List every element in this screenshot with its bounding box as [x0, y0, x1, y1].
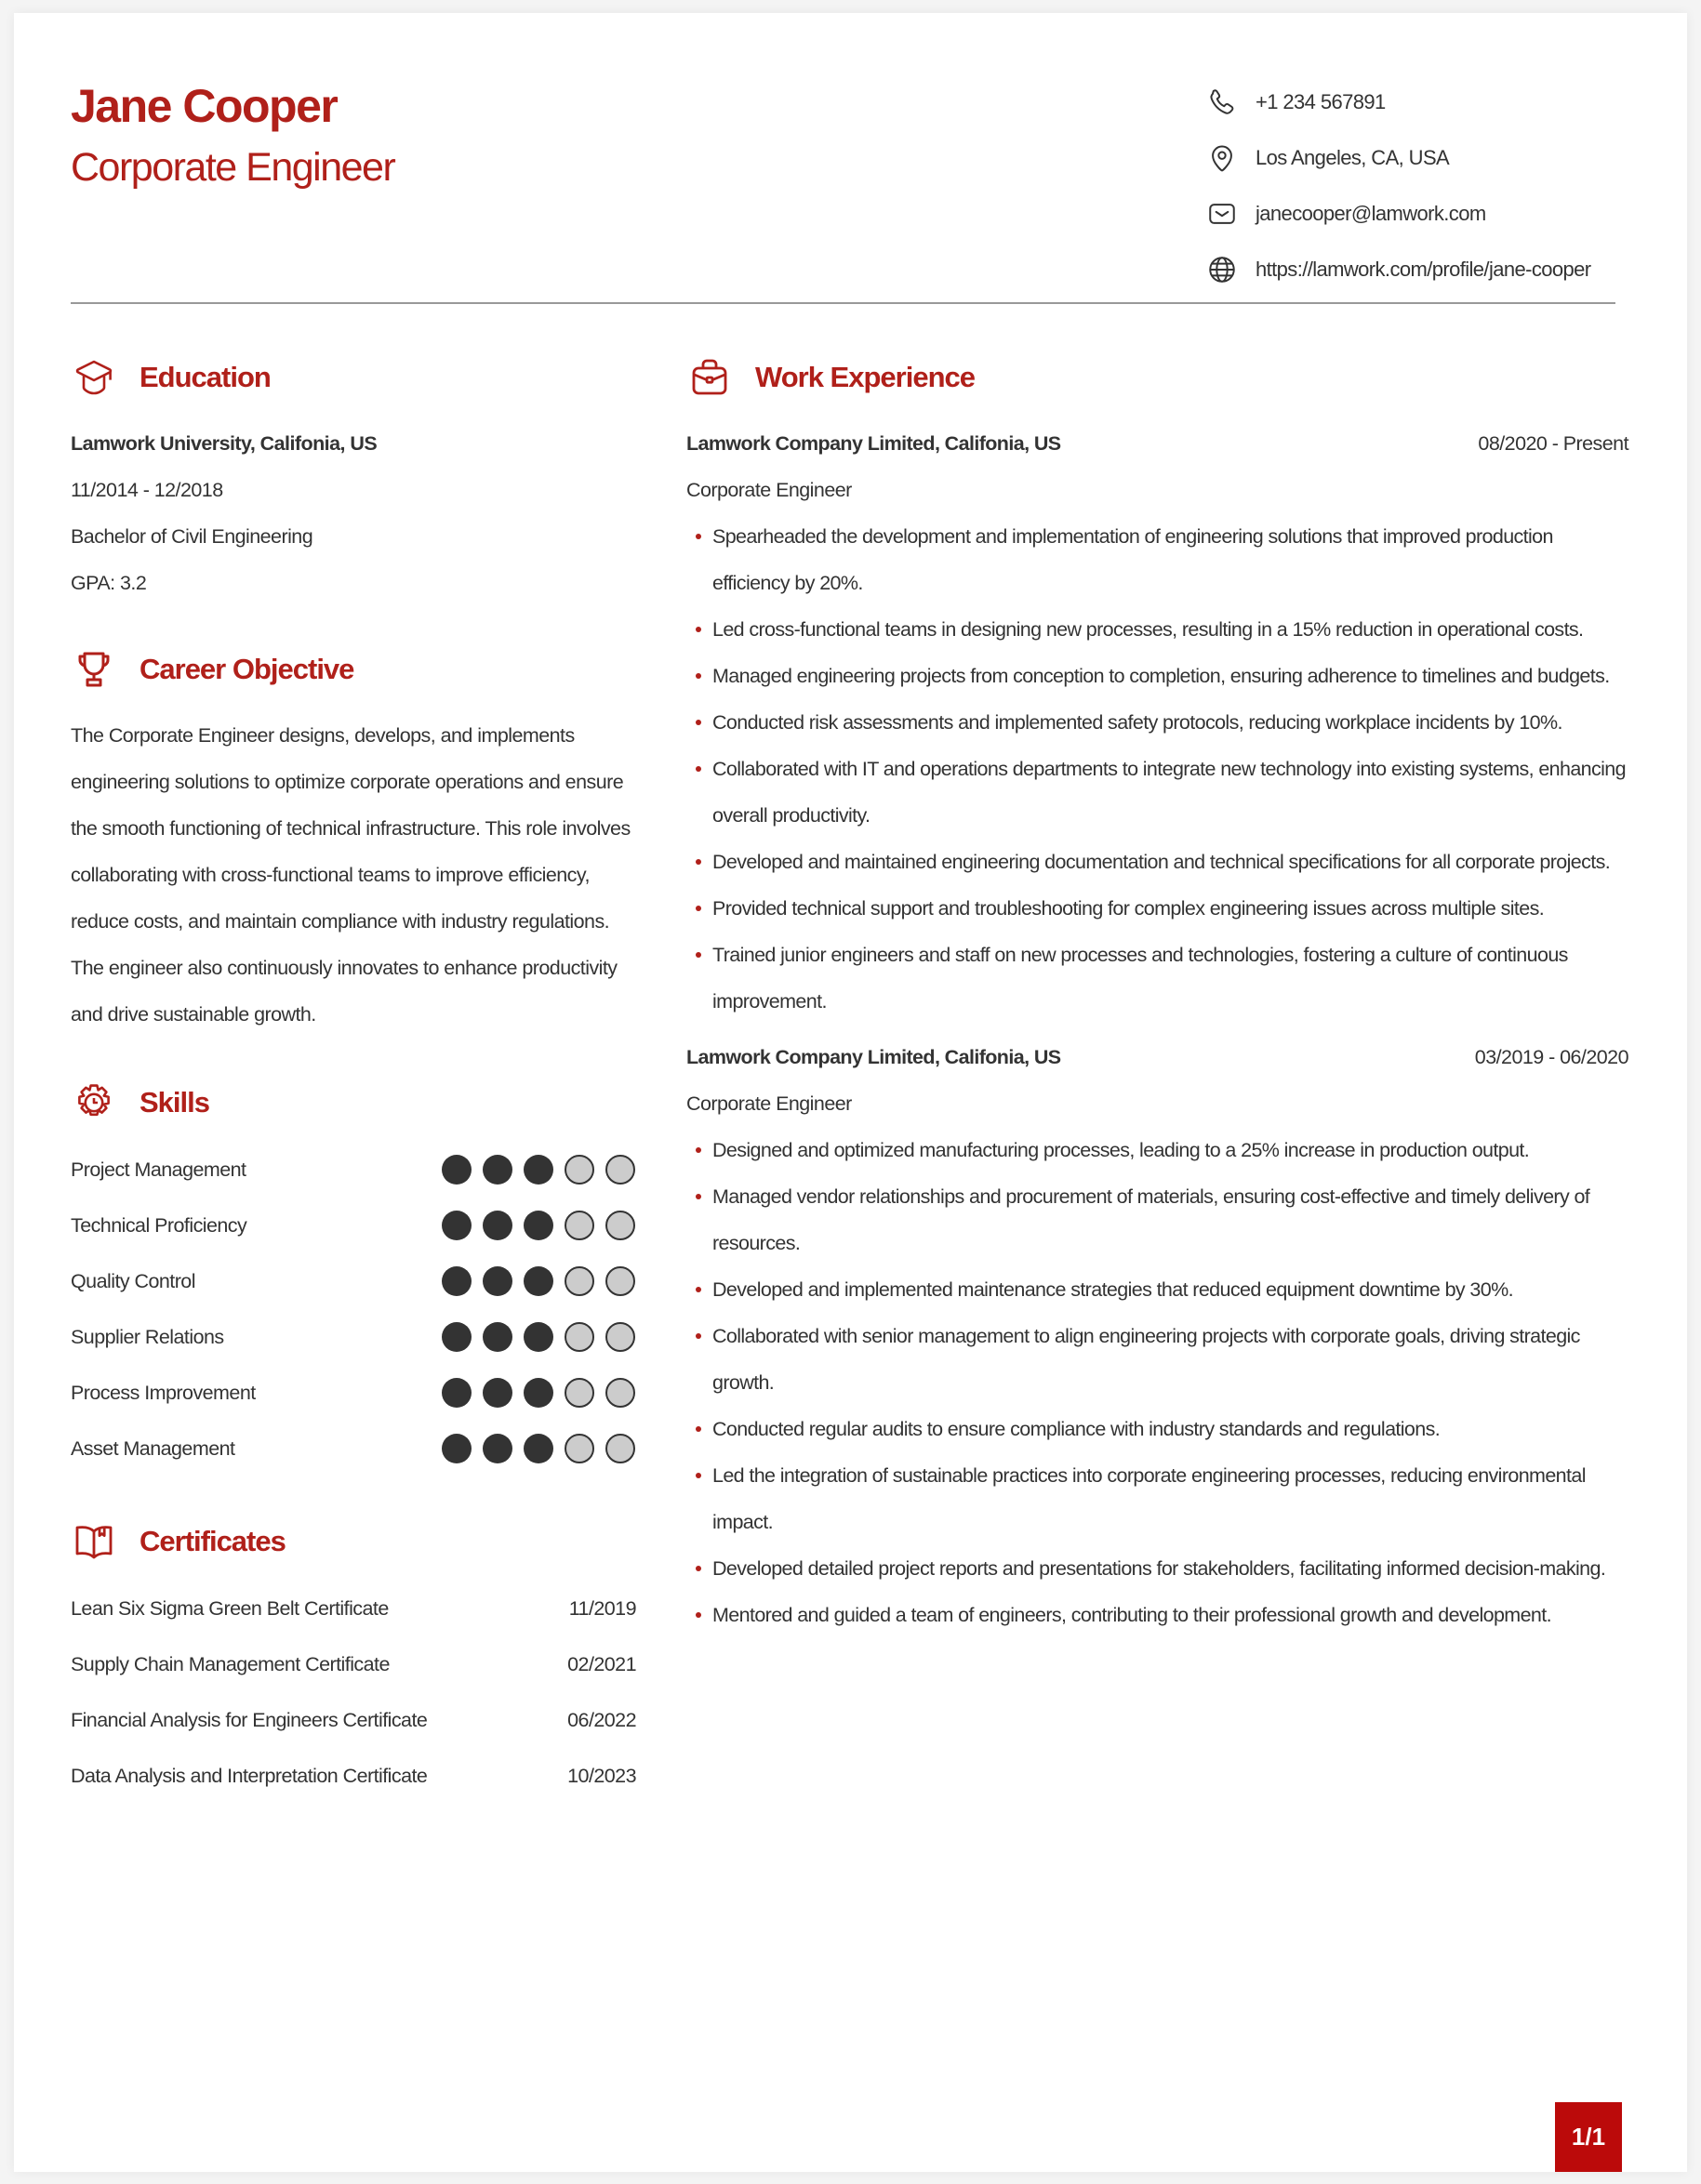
job-bullet-item: Spearheaded the development and implementation of engineering solutions that improved production efficiency by 20%.: [686, 513, 1628, 606]
right-column: [686, 350, 1628, 1638]
skill-name: Project Management: [71, 1158, 246, 1181]
job-dates: 08/2020 - Present: [1478, 431, 1628, 455]
skill-level-rating: [442, 1266, 635, 1296]
candidate-name: Jane Cooper: [71, 80, 338, 132]
skill-level-rating: [442, 1155, 635, 1185]
skills-header: [71, 1075, 636, 1131]
education-dates: 11/2014 - 12/2018: [71, 479, 223, 501]
skill-row: [71, 1142, 636, 1198]
rating-dot-empty: [565, 1434, 594, 1463]
rating-dot-filled: [524, 1434, 553, 1463]
job-bullets: [686, 1127, 1628, 1638]
skill-name: Process Improvement: [71, 1381, 256, 1404]
work-heading: Work Experience: [755, 361, 975, 393]
rating-dot-empty: [565, 1322, 594, 1352]
certificates-list: [71, 1581, 636, 1804]
rating-dot-filled: [442, 1378, 472, 1408]
skill-row: [71, 1253, 636, 1309]
job-role: Corporate Engineer: [686, 1092, 852, 1115]
email-link[interactable]: janecooper@lamwork.com: [1256, 202, 1486, 225]
job-bullet-item: Mentored and guided a team of engineers, contributing to their professional growth and development.: [686, 1592, 1628, 1638]
certificate-row: [71, 1636, 636, 1692]
certificates-section: [71, 1514, 636, 1804]
rating-dot-filled: [442, 1322, 472, 1352]
certificate-row: [71, 1748, 636, 1804]
job-bullet-item: Managed engineering projects from conception to completion, ensuring adherence to timelines and budgets.: [686, 653, 1628, 699]
page-indicator: 1/1: [1555, 2102, 1622, 2172]
certificates-heading: Certificates: [140, 1525, 286, 1557]
candidate-title: Corporate Engineer: [71, 145, 395, 190]
skill-name: Quality Control: [71, 1269, 195, 1292]
gear-clock-icon: [71, 1079, 117, 1126]
certificate-row: [71, 1692, 636, 1748]
rating-dot-empty: [565, 1266, 594, 1296]
education-gpa: GPA: 3.2: [71, 572, 147, 594]
skill-name: Technical Proficiency: [71, 1213, 247, 1237]
education-degree: Bachelor of Civil Engineering: [71, 525, 313, 548]
rating-dot-filled: [442, 1266, 472, 1296]
contact-location: [1205, 139, 1591, 177]
graduation-cap-icon: [71, 354, 117, 401]
rating-dot-filled: [524, 1378, 553, 1408]
skills-section: [71, 1075, 636, 1476]
skills-list: [71, 1142, 636, 1476]
rating-dot-filled: [483, 1322, 512, 1352]
trophy-icon: [71, 646, 117, 693]
certificate-name: Data Analysis and Interpretation Certificate: [71, 1764, 428, 1787]
skill-level-rating: [442, 1211, 635, 1240]
job-bullet-item: Developed detailed project reports and presentations for stakeholders, facilitating informed decision-making.: [686, 1545, 1628, 1592]
objective-heading: Career Objective: [140, 653, 354, 685]
job-bullet-item: Collaborated with IT and operations departments to integrate new technology into existing systems, enhancing overall productivity.: [686, 746, 1628, 839]
job-bullet-item: Developed and maintained engineering documentation and technical specifications for all corporate projects.: [686, 839, 1628, 885]
rating-dot-filled: [524, 1322, 553, 1352]
education-school: Lamwork University, Califonia, US: [71, 432, 378, 455]
rating-dot-filled: [483, 1155, 512, 1185]
job-bullet-item: Developed and implemented maintenance strategies that reduced equipment downtime by 30%.: [686, 1266, 1628, 1313]
phone-icon: [1205, 86, 1239, 119]
rating-dot-filled: [442, 1155, 472, 1185]
job-bullet-item: Led cross-functional teams in designing new processes, resulting in a 15% reduction in operational costs.: [686, 606, 1628, 653]
job-header: [686, 420, 1628, 467]
rating-dot-empty: [605, 1211, 635, 1240]
job-role: Corporate Engineer: [686, 479, 852, 501]
resume-page: [14, 13, 1687, 2172]
education-entry: [71, 420, 636, 606]
rating-dot-empty: [565, 1155, 594, 1185]
globe-icon: [1205, 253, 1239, 286]
job-bullet-item: Conducted risk assessments and implemented safety protocols, reducing workplace incidents by 10%.: [686, 699, 1628, 746]
education-section: [71, 350, 636, 606]
skill-name: Asset Management: [71, 1436, 235, 1460]
phone-text: +1 234 567891: [1256, 90, 1386, 113]
left-column: [71, 350, 636, 1804]
contact-email: [1205, 195, 1591, 232]
job-company: Lamwork Company Limited, Califonia, US: [686, 431, 1061, 455]
mail-icon: [1205, 197, 1239, 231]
contact-website: [1205, 251, 1591, 288]
job-entry: [686, 420, 1628, 1025]
objective-header: [71, 642, 636, 697]
header-divider: [71, 302, 1615, 304]
briefcase-icon: [686, 354, 733, 401]
job-bullet-item: Trained junior engineers and staff on new processes and technologies, fostering a culture of continuous improvement.: [686, 932, 1628, 1025]
career-objective-section: [71, 642, 636, 1038]
work-header: [686, 350, 1628, 405]
rating-dot-filled: [483, 1378, 512, 1408]
education-header: [71, 350, 636, 405]
rating-dot-filled: [442, 1434, 472, 1463]
job-dates: 03/2019 - 06/2020: [1474, 1045, 1628, 1068]
skill-level-rating: [442, 1434, 635, 1463]
work-experience-section: [686, 350, 1628, 1638]
certificate-name: Supply Chain Management Certificate: [71, 1652, 390, 1675]
job-company: Lamwork Company Limited, Califonia, US: [686, 1045, 1061, 1068]
rating-dot-filled: [483, 1266, 512, 1296]
certificate-date: 10/2023: [567, 1764, 636, 1787]
rating-dot-filled: [483, 1434, 512, 1463]
rating-dot-empty: [605, 1434, 635, 1463]
certificate-date: 11/2019: [568, 1596, 636, 1620]
job-bullet-item: Managed vendor relationships and procurement of materials, ensuring cost-effective and timely delivery of resources.: [686, 1173, 1628, 1266]
job-bullet-item: Designed and optimized manufacturing processes, leading to a 25% increase in production output.: [686, 1127, 1628, 1173]
location-text: Los Angeles, CA, USA: [1256, 146, 1450, 169]
job-bullet-item: Led the integration of sustainable practices into corporate engineering processes, reducing environmental impact.: [686, 1452, 1628, 1545]
objective-text: The Corporate Engineer designs, develops, and implements engineering solutions to optimize corporate operations and ensure the smooth functioning of technical infrastructure. This role involves collaborating with cross-functional teams to improve efficiency, reduce costs, and maintain compliance with industry regulations. The engineer also continuously innovates to enhance productivity and drive sustainable growth.: [71, 724, 631, 1026]
rating-dot-filled: [524, 1266, 553, 1296]
skills-heading: Skills: [140, 1086, 209, 1118]
skill-row: [71, 1365, 636, 1421]
rating-dot-filled: [483, 1211, 512, 1240]
certificates-header: [71, 1514, 636, 1569]
certificate-row: [71, 1581, 636, 1636]
job-header: [686, 1034, 1628, 1080]
skill-level-rating: [442, 1322, 635, 1352]
rating-dot-empty: [605, 1155, 635, 1185]
certificate-name: Financial Analysis for Engineers Certificate: [71, 1708, 428, 1731]
rating-dot-filled: [442, 1211, 472, 1240]
certificate-name: Lean Six Sigma Green Belt Certificate: [71, 1596, 389, 1620]
certificate-date: 02/2021: [567, 1652, 636, 1675]
skill-row: [71, 1198, 636, 1253]
job-entry: [686, 1034, 1628, 1638]
education-heading: Education: [140, 361, 271, 393]
book-icon: [71, 1518, 117, 1565]
skill-level-rating: [442, 1378, 635, 1408]
rating-dot-empty: [605, 1266, 635, 1296]
rating-dot-empty: [605, 1322, 635, 1352]
rating-dot-empty: [605, 1378, 635, 1408]
job-bullet-item: Collaborated with senior management to align engineering projects with corporate goals, driving strategic growth.: [686, 1313, 1628, 1406]
contact-phone: [1205, 84, 1591, 121]
job-bullets: [686, 513, 1628, 1025]
rating-dot-filled: [524, 1155, 553, 1185]
job-bullet-item: Conducted regular audits to ensure compliance with industry standards and regulations.: [686, 1406, 1628, 1452]
skill-row: [71, 1309, 636, 1365]
rating-dot-empty: [565, 1211, 594, 1240]
skill-row: [71, 1421, 636, 1476]
contact-list: [1205, 84, 1591, 307]
website-link[interactable]: https://lamwork.com/profile/jane-cooper: [1256, 258, 1591, 281]
location-pin-icon: [1205, 141, 1239, 175]
jobs-list: [686, 420, 1628, 1638]
rating-dot-filled: [524, 1211, 553, 1240]
skill-name: Supplier Relations: [71, 1325, 224, 1348]
certificate-date: 06/2022: [567, 1708, 636, 1731]
job-bullet-item: Provided technical support and troubleshooting for complex engineering issues across multiple sites.: [686, 885, 1628, 932]
rating-dot-empty: [565, 1378, 594, 1408]
